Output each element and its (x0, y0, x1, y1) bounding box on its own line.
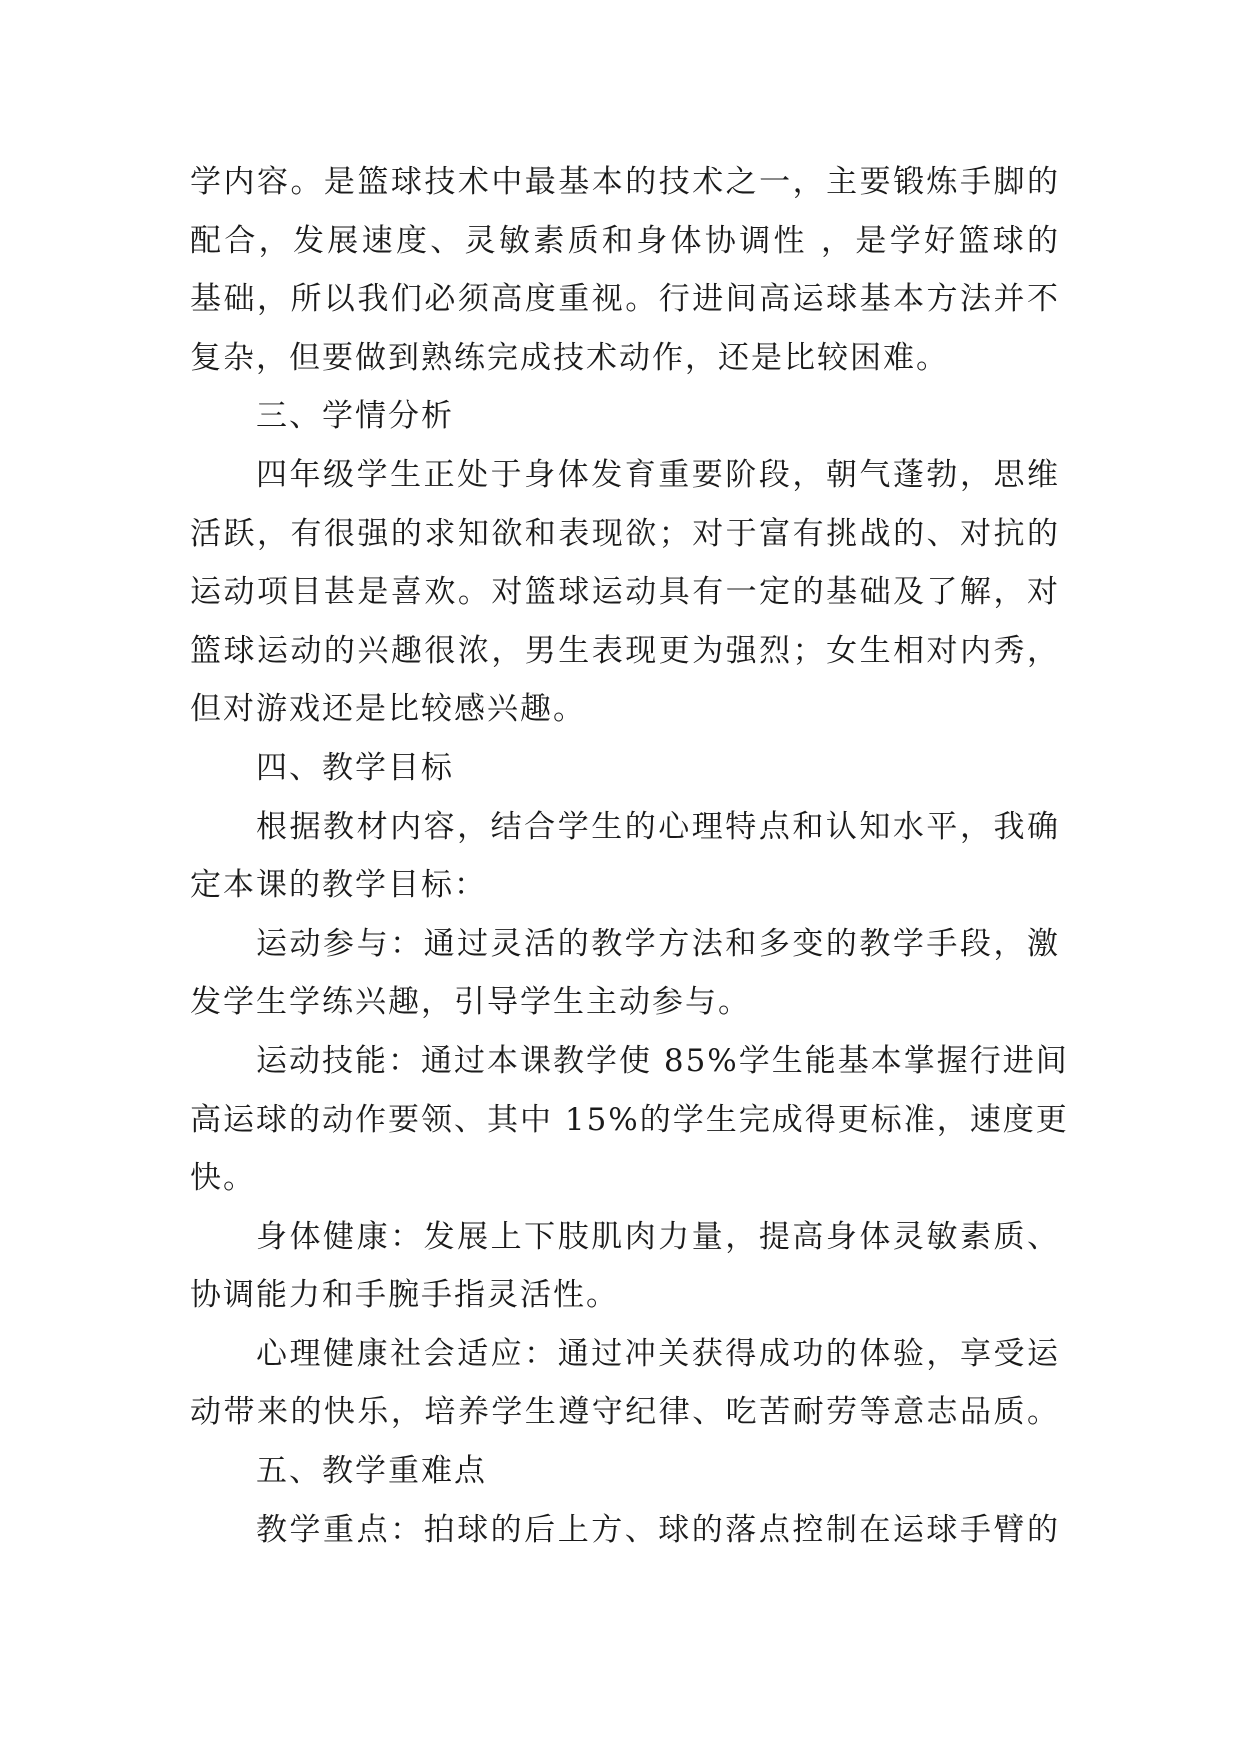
text-line: 动带来的快乐，培养学生遵守纪律、吃苦耐劳等意志品质。 (190, 1394, 1060, 1431)
text-line: 四年级学生正处于身体发育重要阶段，朝气蓬勃，思维 (256, 456, 1060, 493)
text-line: 运动参与：通过灵活的教学方法和多变的教学手段，激 (256, 925, 1060, 962)
text-line: 发学生学练兴趣，引导学生主动参与。 (190, 984, 751, 1021)
text-line: 篮球运动的兴趣很浓，男生表现更为强烈；女生相对内秀， (190, 632, 1060, 669)
text-line: 配合，发展速度、灵敏素质和身体协调性 ，是学好篮球的 (190, 222, 1060, 259)
text-line: 复杂，但要做到熟练完成技术动作，还是比较困难。 (190, 339, 949, 376)
text-line: 三、学情分析 (256, 398, 454, 435)
document-body (190, 153, 1069, 1559)
text-line: 快。 (190, 1160, 256, 1197)
text-line: 运动技能：通过本课教学使 85%学生能基本掌握行进间 (256, 1042, 1069, 1079)
text-line: 四、教学目标 (256, 749, 454, 786)
text-line: 根据教材内容，结合学生的心理特点和认知水平，我确 (256, 808, 1060, 845)
text-line: 心理健康社会适应：通过冲关获得成功的体验，享受运 (256, 1335, 1060, 1372)
text-line: 活跃，有很强的求知欲和表现欲；对于富有挑战的、对抗的 (190, 515, 1060, 552)
text-line: 协调能力和手腕手指灵活性。 (190, 1277, 619, 1314)
text-line: 五、教学重难点 (256, 1453, 487, 1490)
text-line: 定本课的教学目标： (190, 867, 487, 904)
text-line: 高运球的动作要领、其中 15%的学生完成得更标准，速度更 (190, 1101, 1069, 1138)
text-line: 教学重点：拍球的后上方、球的落点控制在运球手臂的 (256, 1511, 1060, 1548)
text-line: 但对游戏还是比较感兴趣。 (190, 691, 586, 728)
text-line: 身体健康：发展上下肢肌肉力量，提高身体灵敏素质、 (256, 1218, 1060, 1255)
text-line: 基础，所以我们必须高度重视。行进间高运球基本方法并不 (190, 281, 1060, 318)
text-line: 学内容。是篮球技术中最基本的技术之一，主要锻炼手脚的 (190, 164, 1060, 200)
text-line: 运动项目甚是喜欢。对篮球运动具有一定的基础及了解，对 (190, 574, 1060, 611)
